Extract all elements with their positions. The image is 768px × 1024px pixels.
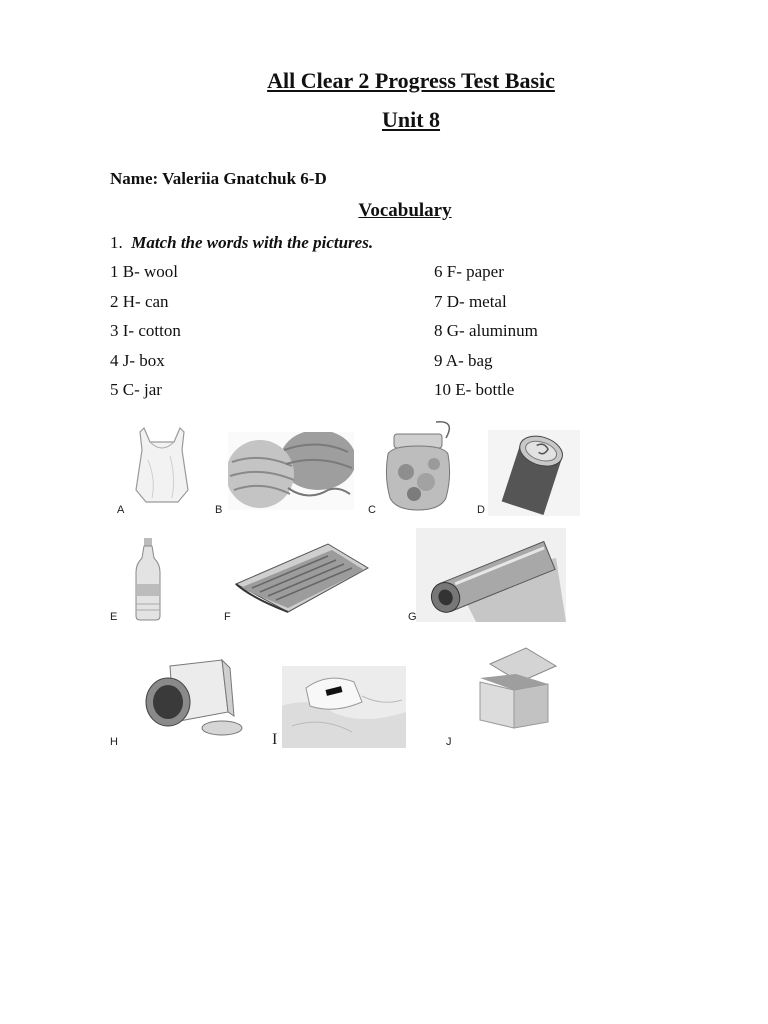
picture-tin-can (140, 656, 248, 740)
exercise-number: 1. (110, 233, 123, 252)
answer-2: 2 H- can (110, 292, 169, 311)
picture-plastic-bag (126, 420, 198, 508)
answer-3: 3 I- cotton (110, 321, 181, 340)
label-f: F (224, 611, 231, 623)
answer-9: 9 A- bag (434, 351, 493, 370)
picture-aluminum-foil (416, 528, 566, 622)
label-i: I (272, 731, 278, 748)
exercise-question: Match the words with the pictures. (131, 233, 374, 252)
label-h: H (110, 736, 118, 748)
answer-1: 1 B- wool (110, 262, 178, 281)
picture-cotton-shirt (282, 666, 406, 748)
picture-metal-can (488, 430, 580, 516)
label-e: E (110, 611, 118, 623)
wool-icon (228, 432, 354, 510)
answer-10: 10 E- bottle (434, 380, 515, 399)
jar-icon (376, 416, 460, 514)
student-name: Name: Valeriia Gnatchuk 6-D (110, 169, 327, 188)
label-a: A (117, 504, 125, 516)
label-d: D (477, 504, 485, 516)
answer-4: 4 J- box (110, 351, 165, 370)
answer-8: 8 G- aluminum (434, 321, 538, 340)
answer-6: 6 F- paper (434, 262, 504, 281)
test-title: All Clear 2 Progress Test Basic (267, 68, 555, 93)
exercise-instruction (110, 233, 373, 253)
aluminum-foil-icon (416, 528, 566, 622)
picture-jar (376, 416, 460, 514)
picture-wool (228, 432, 354, 510)
picture-box (470, 644, 560, 730)
box-icon (470, 644, 560, 730)
newspaper-icon (232, 538, 370, 614)
answer-5: 5 C- jar (110, 380, 162, 399)
label-j: J (446, 736, 452, 748)
unit-heading: Unit 8 (381, 107, 441, 132)
tin-can-icon (140, 656, 248, 740)
label-b: B (215, 504, 223, 516)
cotton-shirt-icon (282, 666, 406, 748)
label-g: G (408, 611, 417, 623)
picture-newspaper (232, 538, 370, 614)
bottle-icon (130, 536, 166, 622)
metal-can-icon (488, 430, 580, 516)
picture-bottle (130, 536, 166, 622)
section-title: Vocabulary (358, 200, 452, 221)
answer-7: 7 D- metal (434, 292, 507, 311)
plastic-bag-icon (126, 420, 198, 508)
label-c: C (368, 504, 376, 516)
